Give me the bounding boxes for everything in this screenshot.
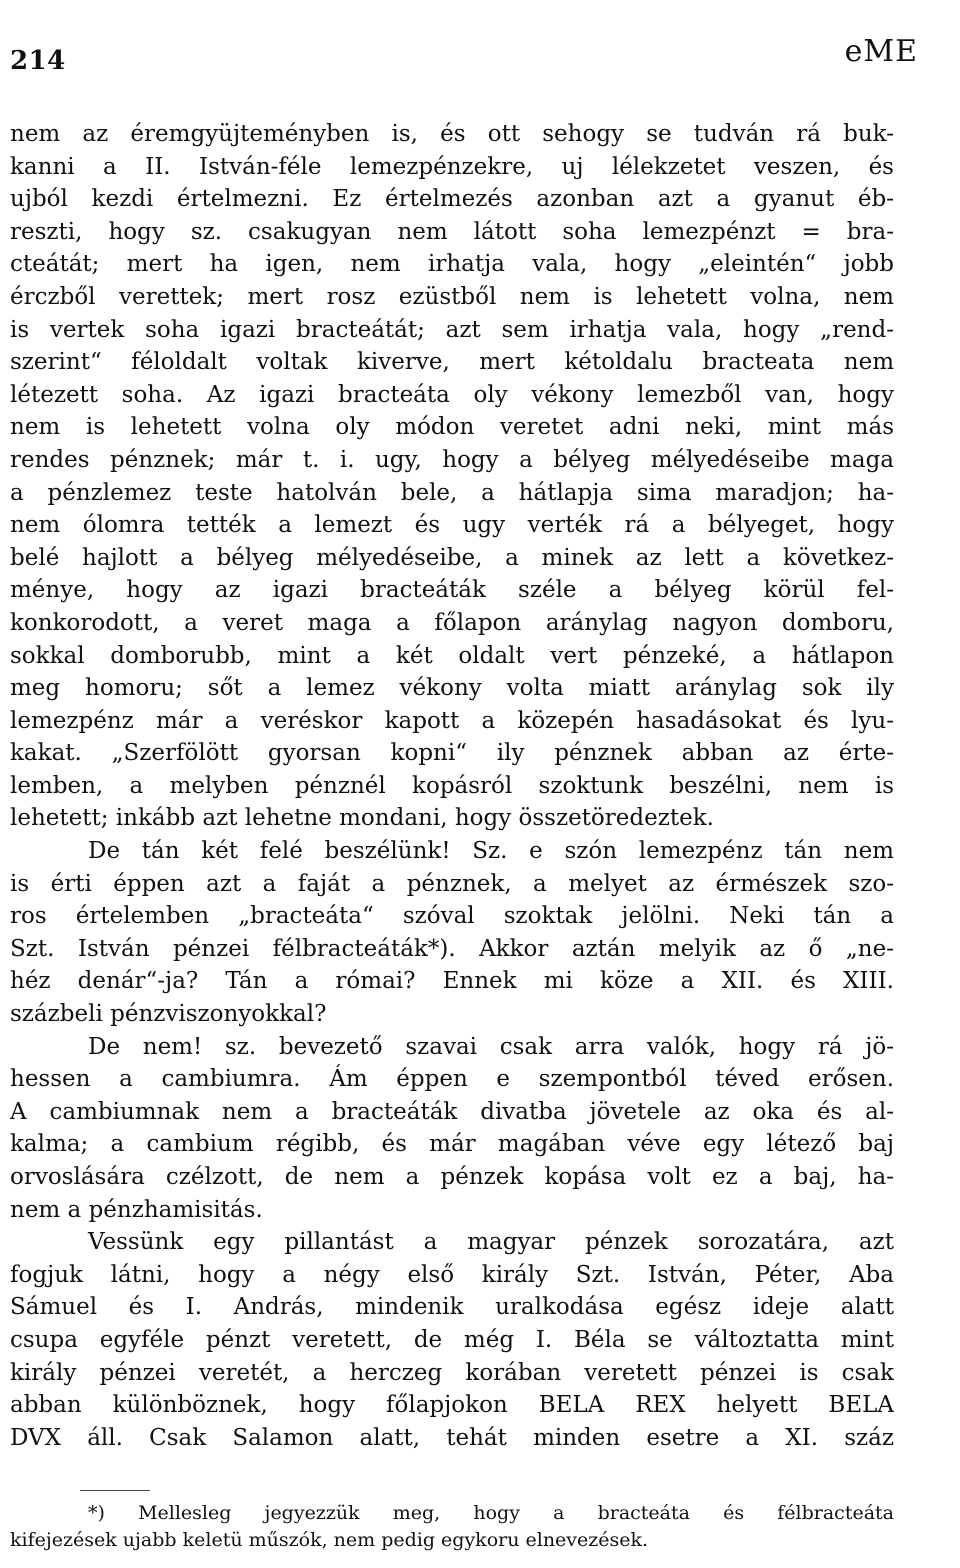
text-line: héz denár“-ja? Tán a római? Ennek mi köze a XII. és XIII. [10, 968, 894, 995]
text-line: rendes pénznek; már t. i. ugy, hogy a bélyeg mélyedéseibe maga [10, 446, 894, 473]
text-line: De nem! sz. bevezető szavai csak arra valók, hogy rá jö- [88, 1033, 894, 1060]
text-line: cteátát; mert ha igen, nem irhatja vala, hogy „eleintén“ jobb [10, 251, 894, 278]
text-line: nem is lehetett volna oly módon veretet adni neki, mint más [10, 414, 894, 441]
text-line: Szt. István pénzei félbracteáták*). Akkor aztán melyik az ő „ne- [10, 935, 894, 962]
text-line: orvoslására czélzott, de nem a pénzek kopása volt ez a baj, ha- [10, 1164, 894, 1190]
text-line: kakat. „Szerfölött gyorsan kopni“ ily pénznek abban az érte- [10, 740, 894, 767]
text-line: a pénzlemez teste hatolván bele, a hátlapja sima maradjon; ha- [10, 479, 894, 506]
text-line: csupa egyféle pénzt veretett, de még I. Béla se változtatta mint [10, 1326, 894, 1353]
text-line: nem ólomra tették a lemezt és ugy verték rá a bélyeget, hogy [10, 512, 894, 539]
text-line: ménye, hogy az igazi bracteáták széle a bélyeg körül fel- [10, 577, 894, 604]
text-line: lemezpénz már a veréskor kapott a közepén hasadásokat és lyu- [10, 707, 894, 734]
text-line: király pénzei veretét, a herczeg korában veretett pénzei is csak [10, 1359, 894, 1386]
footnote-line: kifejezések ujabb keletü műszók, nem pedig egykoru elnevezések. [10, 1529, 649, 1551]
text-line: kanni a II. István-féle lemezpénzekre, uj lélekzetet veszen, és [10, 153, 894, 180]
text-line: meg homoru; sőt a lemez vékony volta miatt aránylag sok ily [10, 675, 894, 702]
text-line: érczből verettek; mert rosz ezüstből nem is lehetett volna, nem [10, 283, 894, 310]
text-line: reszti, hogy sz. csakugyan nem látott soha lemezpénzt = bra- [10, 218, 894, 245]
page-number: 214 [10, 46, 66, 76]
text-line: De tán két felé beszélünk! Sz. e szón lemezpénz tán nem [88, 838, 894, 865]
text-line: lemben, a melyben pénznél kopásról szoktunk beszélni, nem is [10, 772, 894, 799]
footnote-divider [80, 1490, 150, 1491]
text-line: sokkal domborubb, mint a két oldalt vert pénzeké, a hátlapon [10, 642, 894, 669]
footnote-line: *) Mellesleg jegyezzük meg, hogy a bracteáta és félbracteáta [88, 1502, 894, 1524]
text-line: hessen a cambiumra. Ám éppen e szempontból téved erősen. [10, 1066, 894, 1093]
text-line: is vertek soha igazi bracteátát; azt sem irhatja vala, hogy „rend- [10, 316, 894, 343]
text-line: abban különböznek, hogy főlapjokon BELA REX helyett BELA [10, 1392, 894, 1419]
running-head: eME [844, 34, 918, 69]
text-line: A cambiumnak nem a bracteáták divatba jövetele az oka és al- [10, 1098, 894, 1125]
page-header [10, 34, 918, 84]
text-line: DVX áll. Csak Salamon alatt, tehát minden esetre a XI. száz [10, 1424, 894, 1451]
text-line: ujból kezdi értelmezni. Ez értelmezés azonban azt a gyanut éb- [10, 186, 894, 213]
text-line: százbeli pénzviszonyokkal? [10, 1001, 327, 1028]
text-line: is érti éppen azt a faját a pénznek, a melyet az érmészek szo- [10, 870, 894, 897]
body-text [10, 118, 894, 1454]
text-line: nem az éremgyüjteményben is, és ott sehogy se tudván rá buk- [10, 121, 894, 147]
footnotes [10, 1500, 894, 1554]
text-line: Sámuel és I. András, mindenik uralkodása egész ideje alatt [10, 1294, 894, 1321]
text-line: lehetett; inkább azt lehetne mondani, hogy összetöredeztek. [10, 805, 714, 832]
text-line: kalma; a cambium régibb, és már magában véve egy létező baj [10, 1131, 894, 1158]
text-line: Vessünk egy pillantást a magyar pénzek sorozatára, azt [88, 1229, 894, 1256]
text-line: belé hajlott a bélyeg mélyedéseibe, a minek az lett a következ- [10, 544, 894, 571]
text-line: szerint“ féloldalt voltak kiverve, mert kétoldalu bracteata nem [10, 349, 894, 376]
text-line: konkorodott, a veret maga a főlapon aránylag nagyon domboru, [10, 609, 894, 636]
text-line: ros értelemben „bracteáta“ szóval szoktak jelölni. Neki tán a [10, 903, 894, 930]
text-line: létezett soha. Az igazi bracteáta oly vékony lemezből van, hogy [10, 381, 894, 408]
text-line: nem a pénzhamisitás. [10, 1196, 263, 1223]
text-line: fogjuk látni, hogy a négy első király Szt. István, Péter, Aba [10, 1261, 894, 1288]
